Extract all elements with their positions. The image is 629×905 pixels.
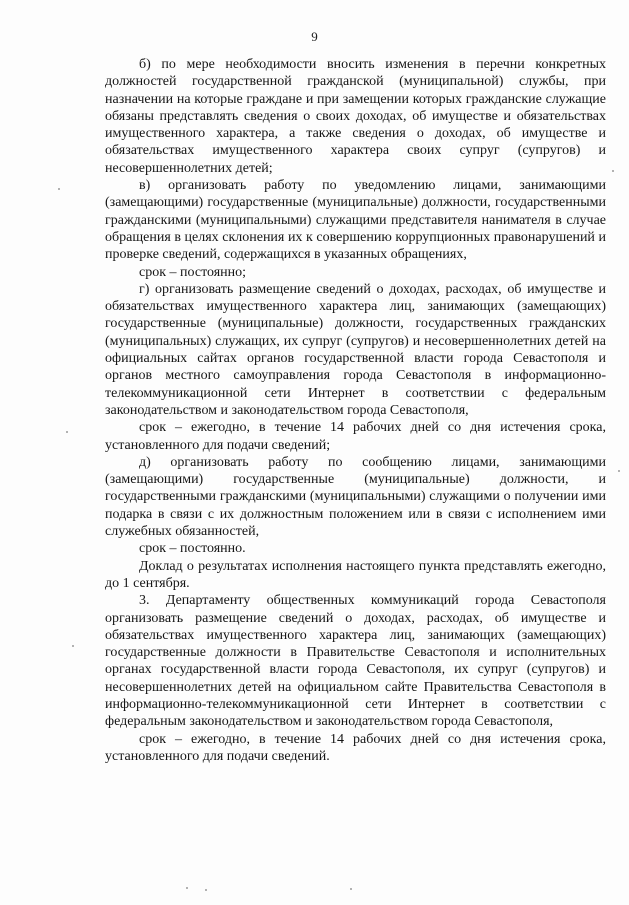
scan-speck — [66, 431, 68, 433]
paragraph-b-list-changes: б) по мере необходимости вносить изменения в перечни конкретных должностей государственной гражданской (муниципальной) службы, при назначении на которые граждане и при замещении которых гражданские служащие обязаны представлять сведения о своих доходах, об имуществе и обязательствах имущественного характера, а также сведения о доходах, об имуществе и обязательствах имущественного характера своих супруг (супругов) и несовершеннолетних детей; — [105, 57, 606, 176]
scan-speck — [72, 645, 74, 647]
deadline-permanent-d: срок – постоянно. — [139, 541, 246, 557]
scan-speck — [205, 889, 207, 891]
page-number: 9 — [311, 29, 318, 44]
deadline-annual-g: срок – ежегодно, в течение 14 рабочих дней со дня истечения срока, установленного для подачи сведений; — [105, 420, 606, 453]
deadline-annual-item-3: срок – ежегодно, в течение 14 рабочих дней со дня истечения срока, установленного для подачи сведений. — [105, 731, 606, 764]
report-annual-september: Доклад о результатах исполнения настоящего пункта представлять ежегодно, до 1 сентября. — [105, 558, 606, 591]
paragraph-v-notification-work: в) организовать работу по уведомлению лицами, занимающими (замещающими) государственные (муниципальные) должности, государственными гражданскими (муниципальными) служащими представителя нанимателя в случае обращения в целях склонения их к совершению коррупционных правонарушений и проверке сведений, содержащихся в указанных обращениях, — [105, 178, 606, 263]
document-body — [105, 56, 606, 765]
scan-speck — [618, 470, 620, 472]
scan-speck — [186, 887, 188, 889]
scan-speck — [612, 170, 614, 172]
paragraph-d-gift-reporting: д) организовать работу по сообщению лицами, занимающими (замещающими) государственные (муниципальные) должности, и государственными гражданскими (муниципальными) служащими о получении ими подарка в связи с их должностным положением или в связи с исполнением ими служебных обязанностей, — [105, 454, 606, 540]
scan-speck — [350, 888, 352, 890]
item-3-department-communications: 3. Департаменту общественных коммуникаций города Севастополя организовать размещение сведений о доходах, расходах, об имуществе и обязательствах имущественного характера лиц, занимающих (замещающих) государственные должности в Правительстве Севастополя и исполнительных органах государственной власти города Севастополя, их супруг (супругов) и несовершеннолетних детей на официальном сайте Правительства Севастополя в информационно-телекоммуникационной сети Интернет в соответствии с федеральным законодательством и законодательством города Севастополя, — [105, 593, 606, 730]
scan-speck — [58, 188, 60, 190]
paragraph-g-publish-income: г) организовать размещение сведений о доходах, расходах, об имуществе и обязательствах имущественного характера лиц, занимающих (замещающих) государственные (муниципальные) должности, государственных гражданских (муниципальных) служащих, их супруг (супругов) и несовершеннолетних детей на официальных сайтах органов государственной власти города Севастополя и органов местного самоуправления города Севастополя в информационно-телекоммуникационной сети Интернет в соответствии с федеральным законодательством и законодательством города Севастополя, — [105, 281, 606, 418]
deadline-permanent-v: срок – постоянно; — [139, 264, 247, 280]
